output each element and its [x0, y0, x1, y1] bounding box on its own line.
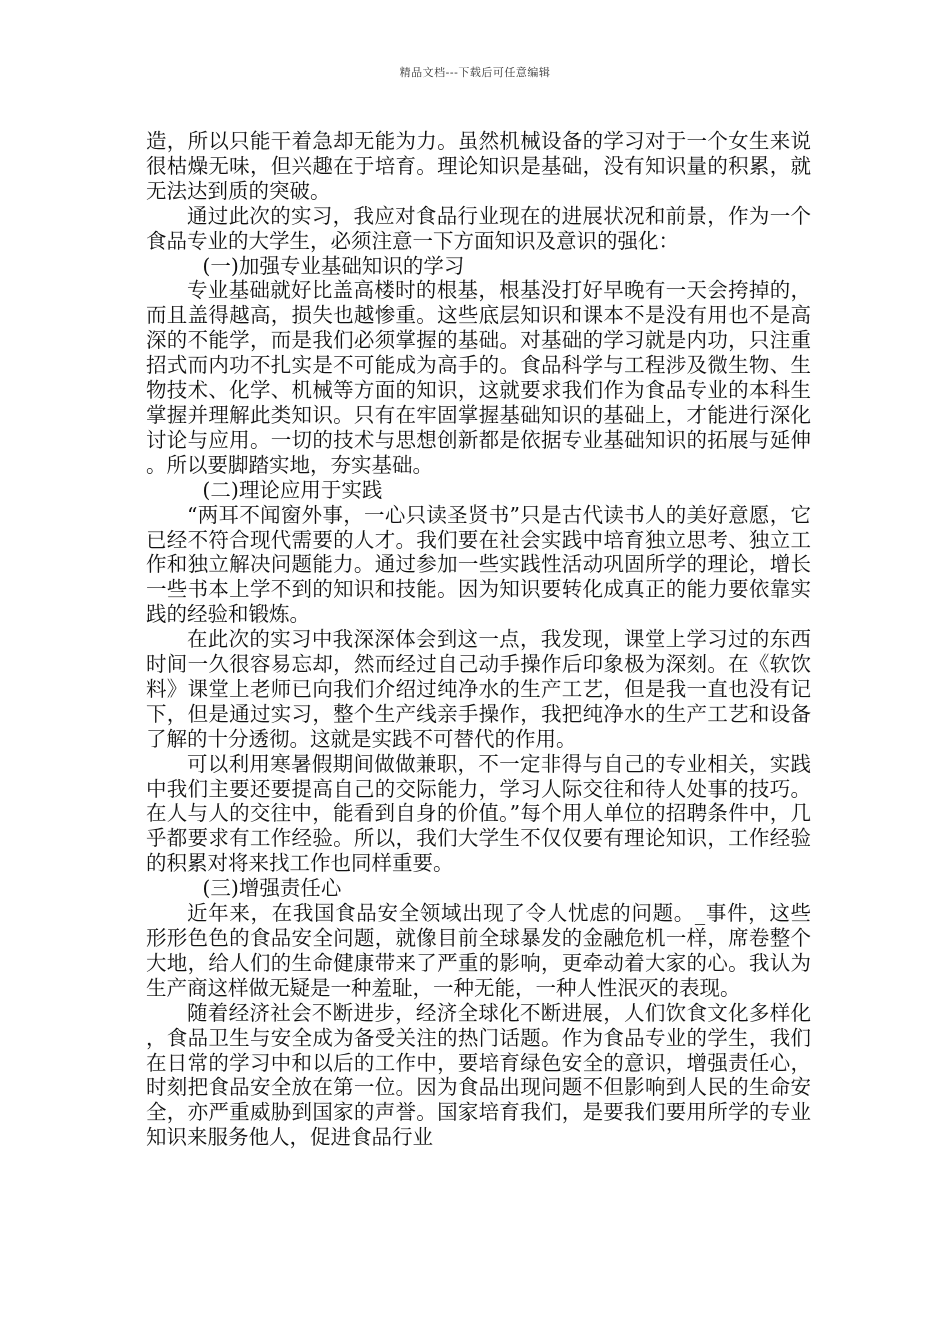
section-heading-3: (三)增强责任心: [202, 876, 342, 901]
section-heading-2: (二)理论应用于实践: [202, 477, 383, 502]
paragraph-food-safety: 近年来，在我国食品安全领域出现了令人忧虑的问题。_事件，这些形形色色的食品安全问题，就像目前全球暴发的金融危机一样，席卷整个大地，给人们的生命健康带来了严重的影响，更牵动着大家的心。我认为生产商这样做无疑是一种羞耻，一种无能，一种人性泯灭的表现。: [146, 901, 811, 1000]
paragraph-internship-intro: 通过此次的实习，我应对食品行业现在的进展状况和前景，作为一个食品专业的大学生，必须注意一下方面知识及意识的强化：: [146, 203, 811, 253]
section-heading-1: (一)加强专业基础知识的学习: [202, 253, 465, 278]
paragraph-responsibility: 随着经济社会不断进步，经济全球化不断进展，人们饮食文化多样化，食品卫生与安全成为备受关注的热门话题。作为食品专业的学生，我们在日常的学习中和以后的工作中，要培育绿色安全的意识，增强责任心，时刻把食品安全放在第一位。因为食品出现问题不但影响到人民的生命安全，亦严重威胁到国家的声誉。国家培育我们，是要我们要用所学的专业知识来服务他人，促进食品行业: [146, 1000, 811, 1150]
page-header: 精品文档---下载后可任意编辑: [399, 66, 551, 79]
paragraph-part-time-work: 可以利用寒暑假期间做做兼职，不一定非得与自己的专业相关，实践中我们主要还要提高自己的交际能力，学习人际交往和待人处事的技巧。在人与人的交往中，能看到自身的价值。”每个用人单位的招聘条件中，几乎都要求有工作经验。所以，我们大学生不仅仅要有理论知识，工作经验的积累对将来找工作也同样重要。: [146, 751, 811, 876]
document-body: [146, 129, 811, 1150]
paragraph-continuation: 造，所以只能干着急却无能为力。虽然机械设备的学习对于一个女生来说很枯燥无味，但兴趣在于培育。理论知识是基础，没有知识量的积累，就无法达到质的突破。: [146, 129, 811, 203]
paragraph-practice: “两耳不闻窗外事，一心只读圣贤书”只是古代读书人的美好意愿，它已经不符合现代需要的人才。我们要在社会实践中培育独立思考、独立工作和独立解决问题能力。通过参加一些实践性活动巩固所学的理论，增长一些书本上学不到的知识和技能。因为知识要转化成真正的能力要依靠实践的经验和锻炼。: [146, 502, 811, 627]
paragraph-foundation: 专业基础就好比盖高楼时的根基，根基没打好早晚有一天会挎掉的，而且盖得越高，损失也越惨重。这些底层知识和课本不是没有用也不是高深的不能学，而是我们必须掌握的基础。对基础的学习就是内功，只注重招式而内功不扎实是不可能成为高手的。食品科学与工程涉及微生物、生物技术、化学、机械等方面的知识，这就要求我们作为食品专业的本科生掌握并理解此类知识。只有在牢固掌握基础知识的基础上，才能进行深化讨论与应用。一切的技术与思想创新都是依据专业基础知识的拓展与延伸。所以要脚踏实地，夯实基础。: [146, 278, 811, 477]
paragraph-internship-experience: 在此次的实习中我深深体会到这一点，我发现，课堂上学习过的东西时间一久很容易忘却，然而经过自己动手操作后印象极为深刻。在《软饮料》课堂上老师已向我们介绍过纯净水的生产工艺，但是我一直也没有记下，但是通过实习，整个生产线亲手操作，我把纯净水的生产工艺和设备了解的十分透彻。这就是实践不可替代的作用。: [146, 627, 811, 751]
